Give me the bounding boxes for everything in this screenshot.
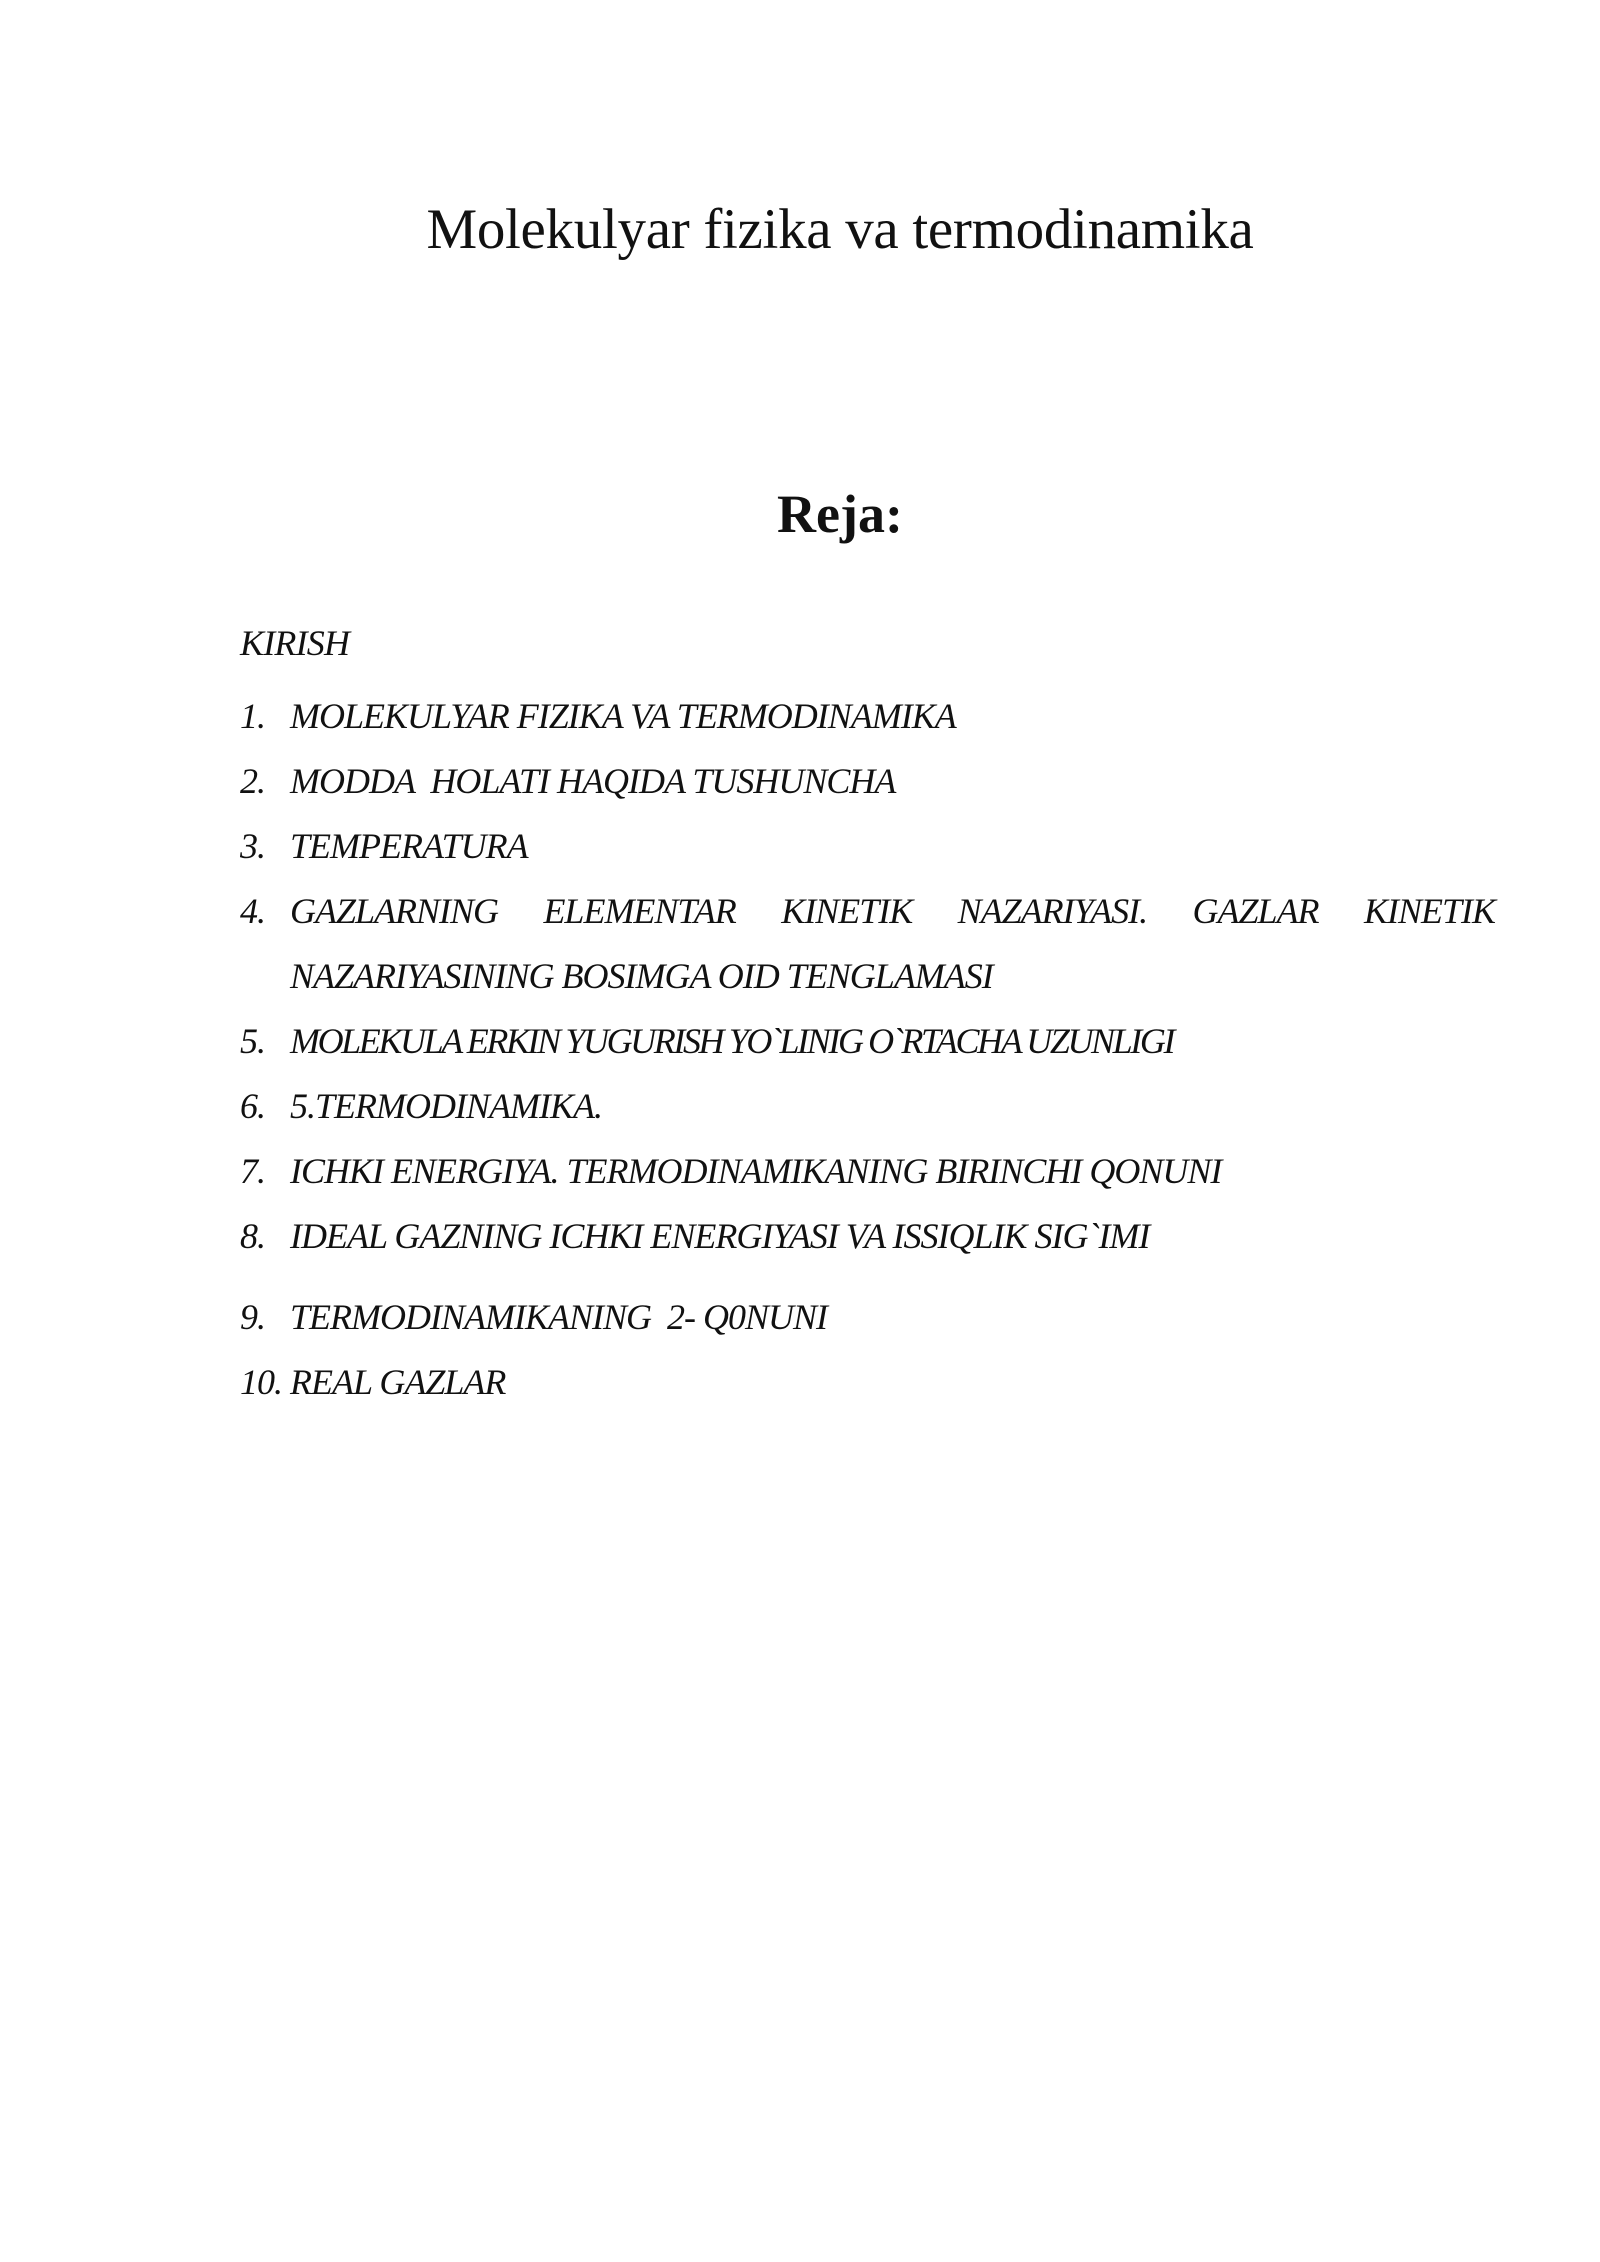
plan-item-text: TEMPERATURA [290,826,528,866]
plan-item-number: 2. [240,761,265,801]
plan-item-number: 6. [240,1086,265,1126]
plan-item-number: 3. [240,826,265,866]
plan-item-number: 7. [240,1151,265,1191]
plan-item-number: 8. [240,1216,265,1256]
plan-item [240,1009,1495,1074]
plan-item-number: 1. [240,696,265,736]
plan-item [240,1285,1495,1350]
plan-item-number: 5. [240,1021,265,1061]
plan-heading: Reja: [777,483,903,544]
intro-item: KIRISH [240,623,350,663]
plan-item-text: REAL GAZLAR [290,1362,506,1402]
plan-item [240,684,1495,749]
plan-item-text: TERMODINAMIKANING 2- Q0NUNI [290,1297,827,1337]
plan-item-text: MODDA HOLATI HAQIDA TUSHUNCHA [290,761,896,801]
plan-item [240,1074,1495,1139]
plan-item-number: 9. [240,1297,265,1337]
document-title: Molekulyar fizika va termodinamika [426,198,1254,262]
plan-item-text: MOLEKULYAR FIZIKA VA TERMODINAMIKA [290,696,956,736]
plan-item [240,1139,1495,1204]
plan-item-text: IDEAL GAZNING ICHKI ENERGIYASI VA ISSIQLIK SIG`IMI [290,1216,1150,1256]
plan-item [240,814,1495,879]
plan-item-text: 5.TERMODINAMIKA. [290,1086,602,1126]
plan-item [240,749,1495,814]
plan-item [240,879,1495,1009]
plan-item-text: ICHKI ENERGIYA. TERMODINAMIKANING BIRINCHI QONUNI [290,1151,1222,1191]
plan-item [240,1204,1495,1269]
plan-item [240,1350,1495,1415]
plan-item-text: GAZLARNING ELEMENTAR KINETIK NAZARIYASI. GAZLAR KINETIK NAZARIYASINING BOSIMGA OID TENGLAMASI [290,891,1495,996]
plan-item-text: MOLEKULA ERKIN YUGURISH YO`LINIG O`RTACHA UZUNLIGI [290,1021,1174,1061]
plan-list [240,684,1495,1415]
plan-item-number: 4. [240,891,265,931]
plan-item-number: 10. [240,1362,282,1402]
